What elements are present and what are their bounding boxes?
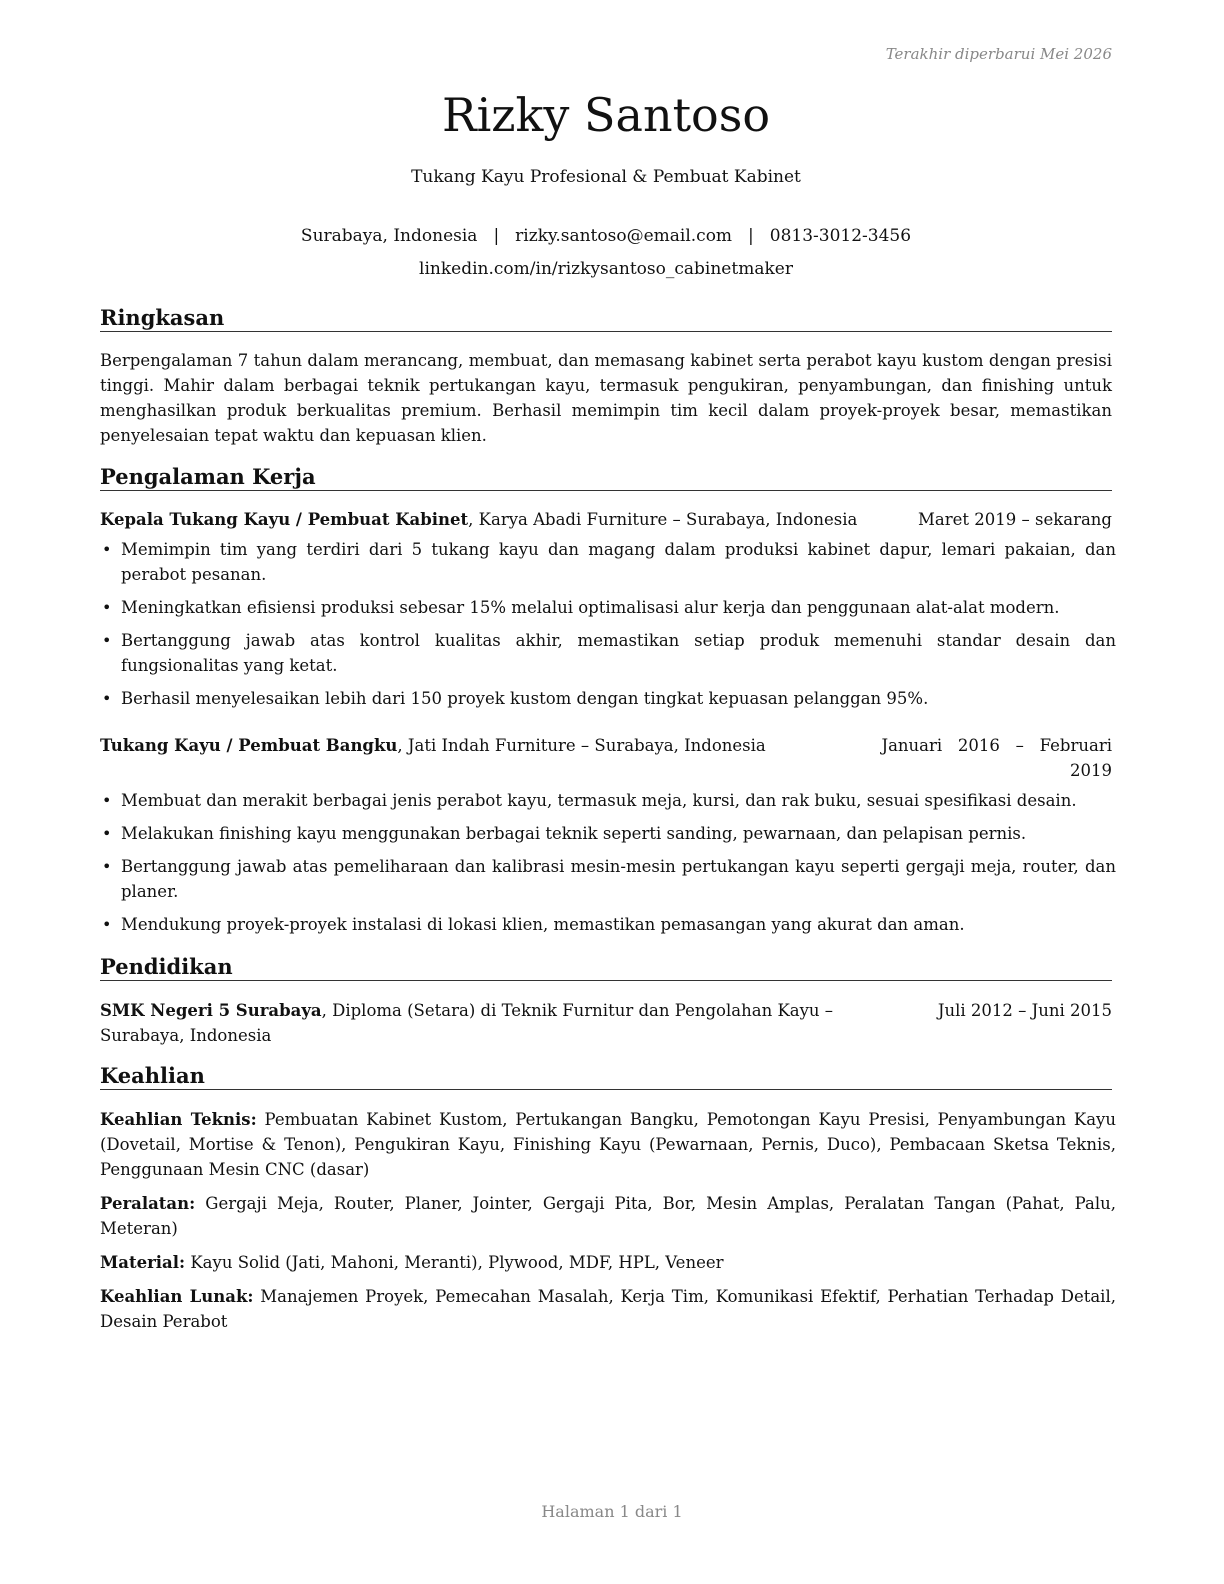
job-company: , Jati Indah Furniture – Surabaya, Indonesia xyxy=(397,736,766,755)
linkedin-link[interactable]: linkedin.com/in/rizkysantoso_cabinetmaker xyxy=(419,259,793,279)
job-role-company xyxy=(100,507,857,532)
job-role: Tukang Kayu / Pembuat Bangku xyxy=(100,736,398,755)
email-link[interactable]: rizky.santoso@email.com xyxy=(515,226,733,246)
list-item: • Mendukung proyek-proyek instalasi di lokasi klien, memastikan pemasangan yang akurat dan aman. xyxy=(100,912,1116,937)
resume-page xyxy=(100,0,1116,1584)
experience-heading: Pengalaman Kerja xyxy=(100,464,1112,491)
degree: , Diploma (Setara) di Teknik Furnitur dan Pengolahan Kayu – xyxy=(321,1001,834,1020)
skill-label: Keahlian Teknis: xyxy=(100,1110,257,1129)
skill-group xyxy=(100,1107,1116,1182)
job-role: Kepala Tukang Kayu / Pembuat Kabinet xyxy=(100,510,469,529)
skill-group xyxy=(100,1284,1116,1334)
education-detail xyxy=(100,998,890,1048)
location: Surabaya, Indonesia xyxy=(300,226,478,246)
list-item: • Bertanggung jawab atas kontrol kualitas akhir, memastikan setiap produk memenuhi standar desain dan fungsionalitas yang ketat. xyxy=(100,628,1116,678)
skill-text: Gergaji Meja, Router, Planer, Jointer, Gergaji Pita, Bor, Mesin Amplas, Peralatan Tangan (Pahat, Palu, Meteran) xyxy=(100,1194,1116,1238)
education-dates: Juli 2012 – Juni 2015 xyxy=(937,1001,1112,1020)
list-item: • Bertanggung jawab atas pemeliharaan dan kalibrasi mesin-mesin pertukangan kayu seperti gergaji meja, router, dan planer. xyxy=(100,854,1116,904)
job-company: , Karya Abadi Furniture – Surabaya, Indonesia xyxy=(468,510,858,529)
skill-group xyxy=(100,1250,1116,1275)
job-role-company xyxy=(100,733,766,758)
candidate-name: Rizky Santoso xyxy=(441,88,771,142)
candidate-title: Tukang Kayu Profesional & Pembuat Kabinet xyxy=(411,167,801,187)
job-dates xyxy=(881,733,1112,783)
separator: | xyxy=(493,226,500,246)
list-item: • Meningkatkan efisiensi produksi sebesar 15% melalui optimalisasi alur kerja dan penggunaan alat-alat modern. xyxy=(100,595,1116,620)
phone-number: 0813-3012-3456 xyxy=(769,226,912,246)
skill-label: Peralatan: xyxy=(100,1194,196,1213)
skill-text: Kayu Solid (Jati, Mahoni, Meranti), Plywood, MDF, HPL, Veneer xyxy=(185,1253,724,1272)
job-dates-line: 2019 xyxy=(1070,761,1112,780)
education-location: Surabaya, Indonesia xyxy=(100,1026,272,1045)
skill-group xyxy=(100,1191,1116,1241)
list-item: • Berhasil menyelesaikan lebih dari 150 proyek kustom dengan tingkat kepuasan pelanggan 95%. xyxy=(100,686,1116,711)
skill-text: Pembuatan Kabinet Kustom, Pertukangan Bangku, Pemotongan Kayu Presisi, Penyambungan Kayu (Dovetail, Mortise & Tenon), Pengukiran Kayu, Finishing Kayu (Pewarnaan, Pernis, Duco), Pembacaan Sketsa Teknis, Penggunaan Mesin CNC (dasar) xyxy=(100,1110,1116,1179)
job-dates-line: Januari 2016 – Februari xyxy=(881,736,1112,755)
contact-line xyxy=(100,220,1112,253)
job-bullets xyxy=(100,788,1116,945)
list-item: • Membuat dan merakit berbagai jenis perabot kayu, termasuk meja, kursi, dan rak buku, sesuai spesifikasi desain. xyxy=(100,788,1116,813)
job-header xyxy=(100,733,1112,783)
skill-text: Manajemen Proyek, Pemecahan Masalah, Kerja Tim, Komunikasi Efektif, Perhatian Terhadap Detail, Desain Perabot xyxy=(100,1287,1116,1331)
list-item: • Melakukan finishing kayu menggunakan berbagai teknik seperti sanding, pewarnaan, dan pelapisan pernis. xyxy=(100,821,1116,846)
skills-list xyxy=(100,1107,1116,1343)
skills-heading: Keahlian xyxy=(100,1063,1112,1090)
education-line xyxy=(100,998,890,1023)
job-bullets xyxy=(100,537,1116,719)
summary-text: Berpengalaman 7 tahun dalam merancang, membuat, dan memasang kabinet serta perabot kayu kustom dengan presisi tinggi. Mahir dalam berbagai teknik pertukangan kayu, termasuk pengukiran, penyambungan, dan finishing untuk menghasilkan produk berkualitas premium. Berhasil memimpin tim kecil dalam proyek-proyek besar, memastikan penyelesaian tepat waktu dan kepuasan klien. xyxy=(100,351,1112,445)
list-item: • Memimpin tim yang terdiri dari 5 tukang kayu dan magang dalam produksi kabinet dapur, lemari pakaian, dan perabot pesanan. xyxy=(100,537,1116,587)
education-heading: Pendidikan xyxy=(100,954,1112,981)
last-updated-note: Terakhir diperbarui Mei 2026 xyxy=(885,45,1112,63)
skill-label: Material: xyxy=(100,1253,186,1272)
contact-info xyxy=(100,220,1112,286)
summary-heading: Ringkasan xyxy=(100,305,1112,332)
page-number: Halaman 1 dari 1 xyxy=(541,1502,683,1521)
education-entry xyxy=(100,998,1112,1048)
job-header xyxy=(100,507,1112,532)
school-name: SMK Negeri 5 Surabaya xyxy=(100,1001,322,1020)
separator: | xyxy=(748,226,754,246)
skill-label: Keahlian Lunak: xyxy=(100,1287,254,1306)
job-dates: Maret 2019 – sekarang xyxy=(918,510,1112,529)
